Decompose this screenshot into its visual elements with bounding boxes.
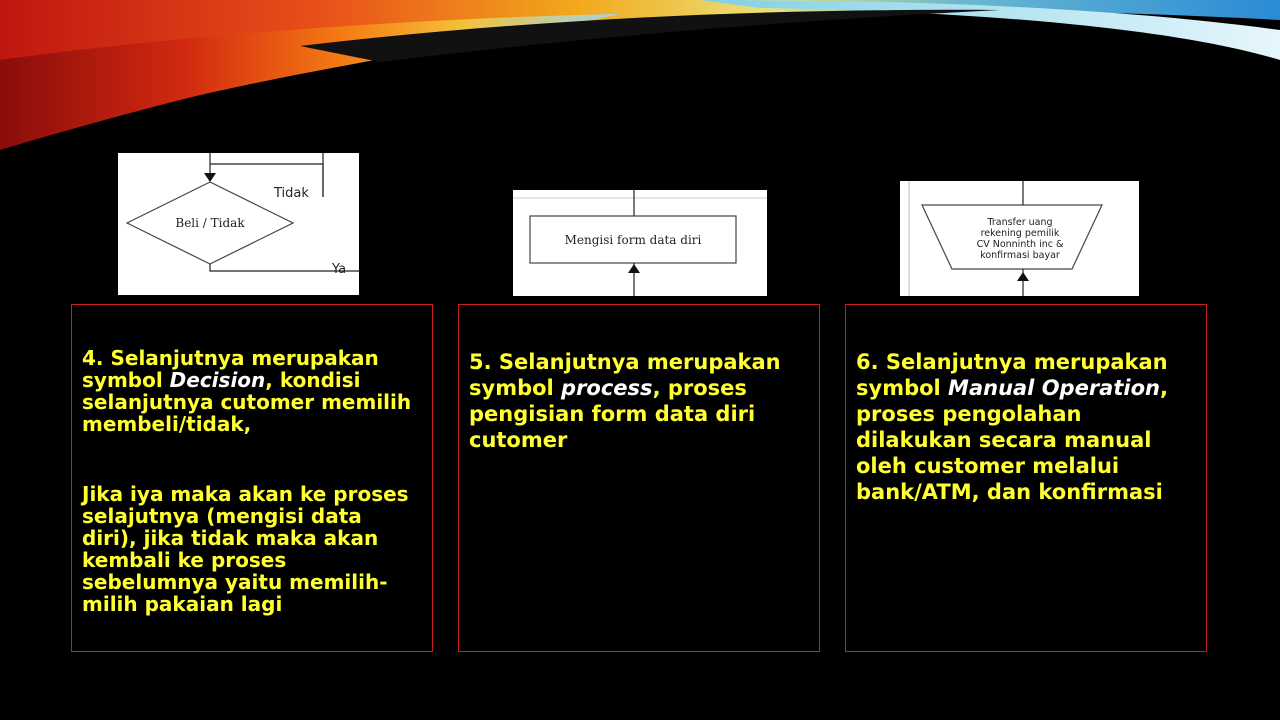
arrow-down-icon — [204, 173, 216, 182]
manual-line-1: Transfer uang — [987, 217, 1053, 228]
decision-yes-label: Ya — [332, 262, 347, 277]
arrow-up-icon — [1017, 272, 1029, 281]
decision-label: Beli / Tidak — [175, 216, 245, 230]
process-symbol-image — [513, 190, 767, 296]
card-1-paragraph-1: 4. Selanjutnya merupakan symbol Decision, kondisi selanjutnya cutomer memilih membeli/tidak, — [82, 346, 412, 436]
card-2-paragraph-1: 5. Selanjutnya merupakan symbol process, proses pengisian form data diri cutomer — [469, 350, 781, 452]
card-3-paragraph-1: 6. Selanjutnya merupakan symbol Manual Operation, proses pengolahan dilakukan secara manual oleh customer melalui bank/ATM, dan konfirmasi — [856, 350, 1168, 504]
decision-symbol-image — [118, 153, 359, 295]
description-card-process — [458, 304, 820, 652]
manual-line-2: rekening pemilik — [980, 228, 1060, 239]
decision-no-label: Tidak — [274, 186, 309, 201]
manual-line-3: CV Nonninth inc & — [976, 239, 1064, 250]
description-card-manual-operation — [845, 304, 1207, 652]
manual-line-4: konfirmasi bayar — [980, 250, 1060, 261]
decorative-swoosh-banner — [0, 0, 1280, 160]
manual-operation-symbol-image — [900, 181, 1139, 296]
process-label: Mengisi form data diri — [564, 233, 702, 247]
card-1-paragraph-2: Jika iya maka akan ke proses selajutnya (mengisi data diri), jika tidak maka akan kembali ke proses sebelumnya yaitu memilih-milih pakaian lagi — [82, 482, 409, 616]
arrow-up-icon — [628, 264, 640, 273]
description-card-decision — [71, 304, 433, 652]
